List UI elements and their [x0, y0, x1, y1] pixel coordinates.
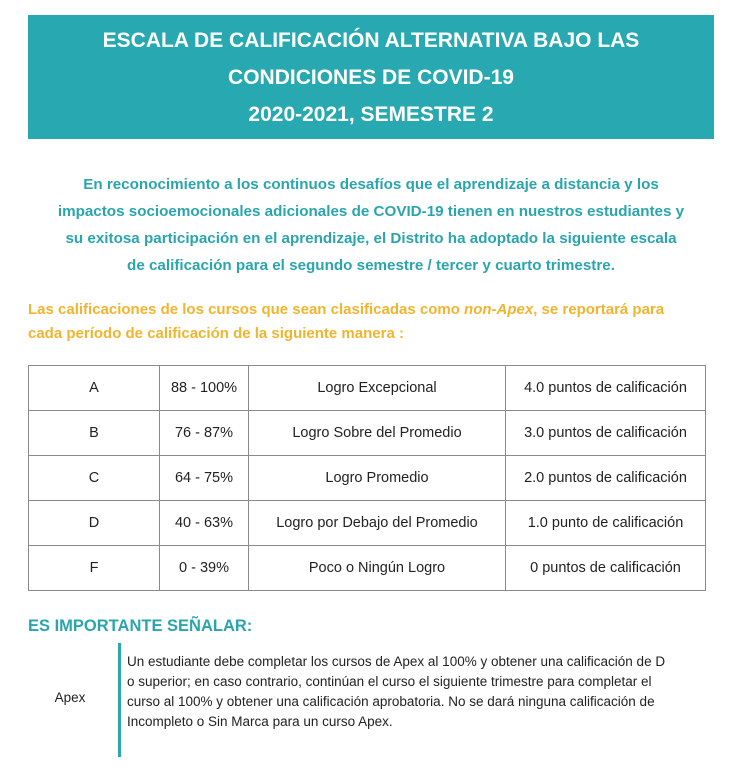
- grade-letter: A: [29, 366, 160, 411]
- apex-note-text: [127, 652, 727, 732]
- grade-range: 40 - 63%: [160, 501, 249, 546]
- grading-scale-table: [28, 365, 706, 591]
- non-apex-notice: [28, 298, 728, 346]
- intro-line-1: En reconocimiento a los continuos desafíos que el aprendizaje a distancia y los: [83, 176, 659, 193]
- intro-line-4: de calificación para el segundo semestre / tercer y cuarto trimestre.: [127, 257, 615, 274]
- grade-letter: D: [29, 501, 160, 546]
- important-heading: ES IMPORTANTE SEÑALAR:: [28, 617, 253, 635]
- note-line-2: o superior; en caso contrario, continúan el curso el siguiente trimestre para completar el: [127, 674, 652, 689]
- apex-label: Apex: [54, 690, 86, 705]
- grade-range: 76 - 87%: [160, 411, 249, 456]
- grade-description: Poco o Ningún Logro: [249, 546, 506, 591]
- notice-line-1-before: Las calificaciones de los cursos que sean clasificadas como: [28, 301, 465, 318]
- notice-line-1: [28, 298, 728, 322]
- table-row: [29, 411, 706, 456]
- intro-line-2: impactos socioemocionales adicionales de COVID-19 tienen en nuestros estudiantes y: [57, 203, 685, 220]
- grade-description: Logro Excepcional: [249, 366, 506, 411]
- grade-points: 0 puntos de calificación: [506, 546, 706, 591]
- intro-paragraph: [28, 171, 714, 279]
- note-line-1: Un estudiante debe completar los cursos de Apex al 100% y obtener una calificación de D: [127, 654, 666, 669]
- note-divider: [118, 643, 121, 757]
- table-row: [29, 456, 706, 501]
- table-row: [29, 366, 706, 411]
- notice-line-1-after: , se reportará para: [533, 301, 665, 318]
- banner-line-1: ESCALA DE CALIFICACIÓN ALTERNATIVA BAJO LAS: [102, 29, 640, 52]
- grade-letter: F: [29, 546, 160, 591]
- intro-line-3: su exitosa participación en el aprendizaje, el Distrito ha adoptado la siguiente escala: [65, 230, 677, 247]
- grade-range: 0 - 39%: [160, 546, 249, 591]
- grade-letter: C: [29, 456, 160, 501]
- grade-range: 88 - 100%: [160, 366, 249, 411]
- table-row: [29, 546, 706, 591]
- grade-points: 1.0 punto de calificación: [506, 501, 706, 546]
- grade-description: Logro Sobre del Promedio: [249, 411, 506, 456]
- grade-letter: B: [29, 411, 160, 456]
- grade-points: 3.0 puntos de calificación: [506, 411, 706, 456]
- title-banner: [28, 15, 714, 139]
- notice-line-2: cada período de calificación de la siguiente manera :: [28, 325, 404, 342]
- table-row: [29, 501, 706, 546]
- grade-description: Logro por Debajo del Promedio: [249, 501, 506, 546]
- grade-points: 2.0 puntos de calificación: [506, 456, 706, 501]
- note-line-3: curso al 100% y obtener una calificación aprobatoria. No se dará ninguna calificación de: [127, 694, 655, 709]
- note-line-4: Incompleto o Sin Marca para un curso Apex.: [127, 714, 393, 729]
- grade-description: Logro Promedio: [249, 456, 506, 501]
- grade-range: 64 - 75%: [160, 456, 249, 501]
- notice-emphasis: non-Apex: [464, 301, 534, 318]
- banner-line-3: 2020-2021, SEMESTRE 2: [248, 103, 494, 126]
- grade-points: 4.0 puntos de calificación: [506, 366, 706, 411]
- banner-line-2: CONDICIONES DE COVID-19: [228, 66, 514, 89]
